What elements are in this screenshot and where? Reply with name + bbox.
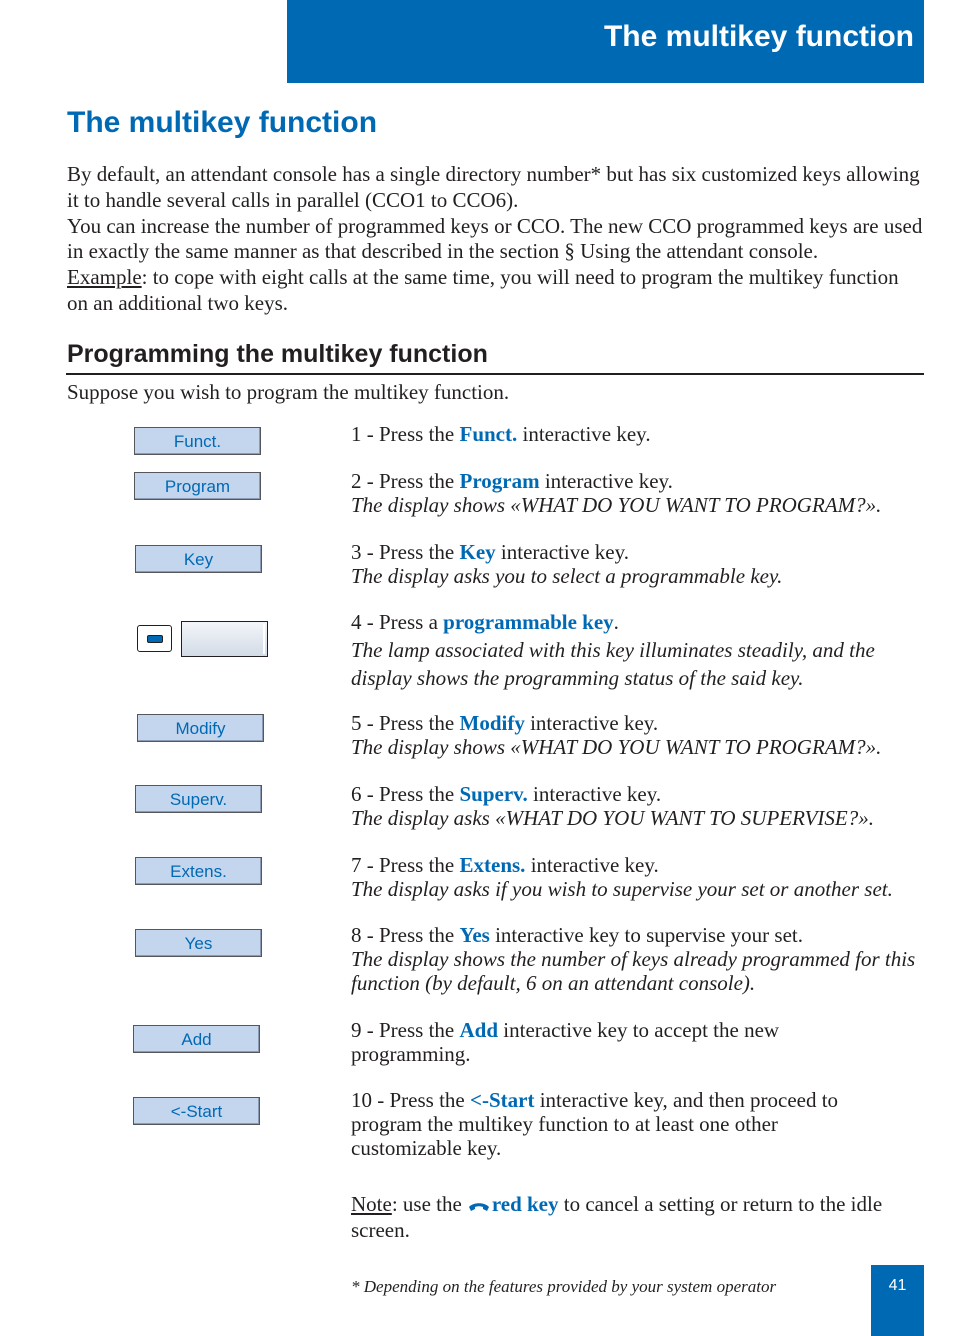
step-text: interactive key. (517, 422, 651, 446)
section-lead: Suppose you wish to program the multikey function. (67, 380, 510, 404)
step-note: The lamp associated with this key illuminates steadily, and the display shows the programming status of the said key. (351, 638, 875, 690)
step-text: 2 - Press the (351, 469, 460, 493)
step-10 (351, 1088, 931, 1160)
section-heading: Programming the multikey function (67, 340, 488, 368)
step-3 (351, 540, 931, 588)
intro-paragraph-3 (67, 265, 923, 317)
step-text: interactive key to supervise your set. (489, 923, 803, 947)
page-number-tab (871, 1265, 924, 1336)
step-text: 10 - Press the (351, 1088, 470, 1112)
step-text: interactive key. (525, 853, 659, 877)
example-label: Example (67, 265, 142, 290)
page-number: 41 (888, 1277, 907, 1294)
step-text: 6 - Press the (351, 782, 460, 806)
step-2 (351, 469, 931, 517)
step-note: The display shows «WHAT DO YOU WANT TO PROGRAM?». (351, 493, 882, 517)
step-text: interactive key. (539, 469, 673, 493)
step-keyword: Add (459, 1018, 499, 1042)
start-key[interactable]: <-Start (133, 1097, 260, 1125)
step-text: 8 - Press the (351, 923, 460, 947)
intro-text (67, 162, 923, 317)
step-note: The display asks you to select a programmable key. (351, 564, 783, 588)
step-text: interactive key. (527, 782, 662, 806)
superv-key[interactable]: Superv. (135, 785, 262, 813)
section-divider (66, 373, 924, 375)
lamp-indicator (147, 635, 163, 643)
step-9 (351, 1018, 931, 1066)
step-note: The display shows the number of keys already programmed for this function (by default, 6 on an attendant console). (351, 947, 916, 995)
step-note: The display asks if you wish to supervise your set or another set. (351, 877, 893, 901)
header-banner (287, 0, 924, 83)
footnote: * Depending on the features provided by your system operator (351, 1277, 777, 1296)
step-5 (351, 711, 931, 759)
example-text: : to cope with eight calls at the same time, you will need to program the multikey function on an additional two keys. (67, 265, 899, 315)
page-title: The multikey function (67, 106, 378, 139)
step-note: The display asks «WHAT DO YOU WANT TO SUPERVISE?». (351, 806, 874, 830)
step-text: 3 - Press the (351, 540, 460, 564)
step-4 (351, 610, 931, 692)
note-text: to cancel a setting or return to the idle screen. (351, 1192, 883, 1243)
step-keyword: Yes (459, 923, 490, 947)
step-keyword: <-Start (470, 1088, 535, 1112)
programmable-key-lamp-button[interactable] (137, 625, 172, 652)
step-text: 4 - Press a (351, 610, 444, 634)
step-text: 1 - Press the (351, 422, 460, 446)
step-1 (351, 422, 931, 446)
add-key[interactable]: Add (133, 1025, 260, 1053)
note-keyword: red key (491, 1192, 559, 1216)
step-note: The display shows «WHAT DO YOU WANT TO PROGRAM?». (351, 735, 882, 759)
step-keyword: Extens. (459, 853, 526, 877)
key-key[interactable]: Key (135, 545, 262, 573)
step-text: . (613, 610, 619, 634)
step-text: interactive key. (495, 540, 629, 564)
funct-key[interactable]: Funct. (134, 427, 261, 455)
step-text: 7 - Press the (351, 853, 460, 877)
step-keyword: programmable key (443, 610, 614, 634)
step-text: interactive key, and then proceed to program the multikey function to at least one other customizable key. (351, 1088, 839, 1160)
intro-paragraph-1: By default, an attendant console has a single directory number* but has six customized keys allowing it to handle several calls in parallel (CCO1 to CCO6). (67, 162, 920, 212)
step-text: 5 - Press the (351, 711, 460, 735)
hang-up-phone-icon (468, 1194, 490, 1218)
step-keyword: Funct. (459, 422, 518, 446)
programmable-key[interactable] (181, 621, 268, 657)
note-block (351, 1192, 931, 1242)
step-text: interactive key to accept the new programming. (351, 1018, 780, 1066)
banner-title: The multikey function (603, 20, 914, 53)
step-text: 9 - Press the (351, 1018, 460, 1042)
step-text: interactive key. (524, 711, 659, 735)
step-7 (351, 853, 931, 901)
step-keyword: Key (459, 540, 496, 564)
step-8 (351, 923, 931, 995)
modify-key[interactable]: Modify (137, 714, 264, 742)
step-6 (351, 782, 931, 830)
step-keyword: Modify (459, 711, 525, 735)
note-text: : use the (391, 1192, 462, 1216)
intro-paragraph-2: You can increase the number of programmed keys or CCO. The new CCO programmed keys are used in exactly the same manner as that described in the section § Using the attendant console. (67, 213, 923, 264)
extens-key[interactable]: Extens. (135, 857, 262, 885)
program-key[interactable]: Program (134, 472, 261, 500)
step-keyword: Superv. (459, 782, 528, 806)
note-label: Note (351, 1192, 392, 1216)
yes-key[interactable]: Yes (135, 929, 262, 957)
step-keyword: Program (459, 469, 540, 493)
